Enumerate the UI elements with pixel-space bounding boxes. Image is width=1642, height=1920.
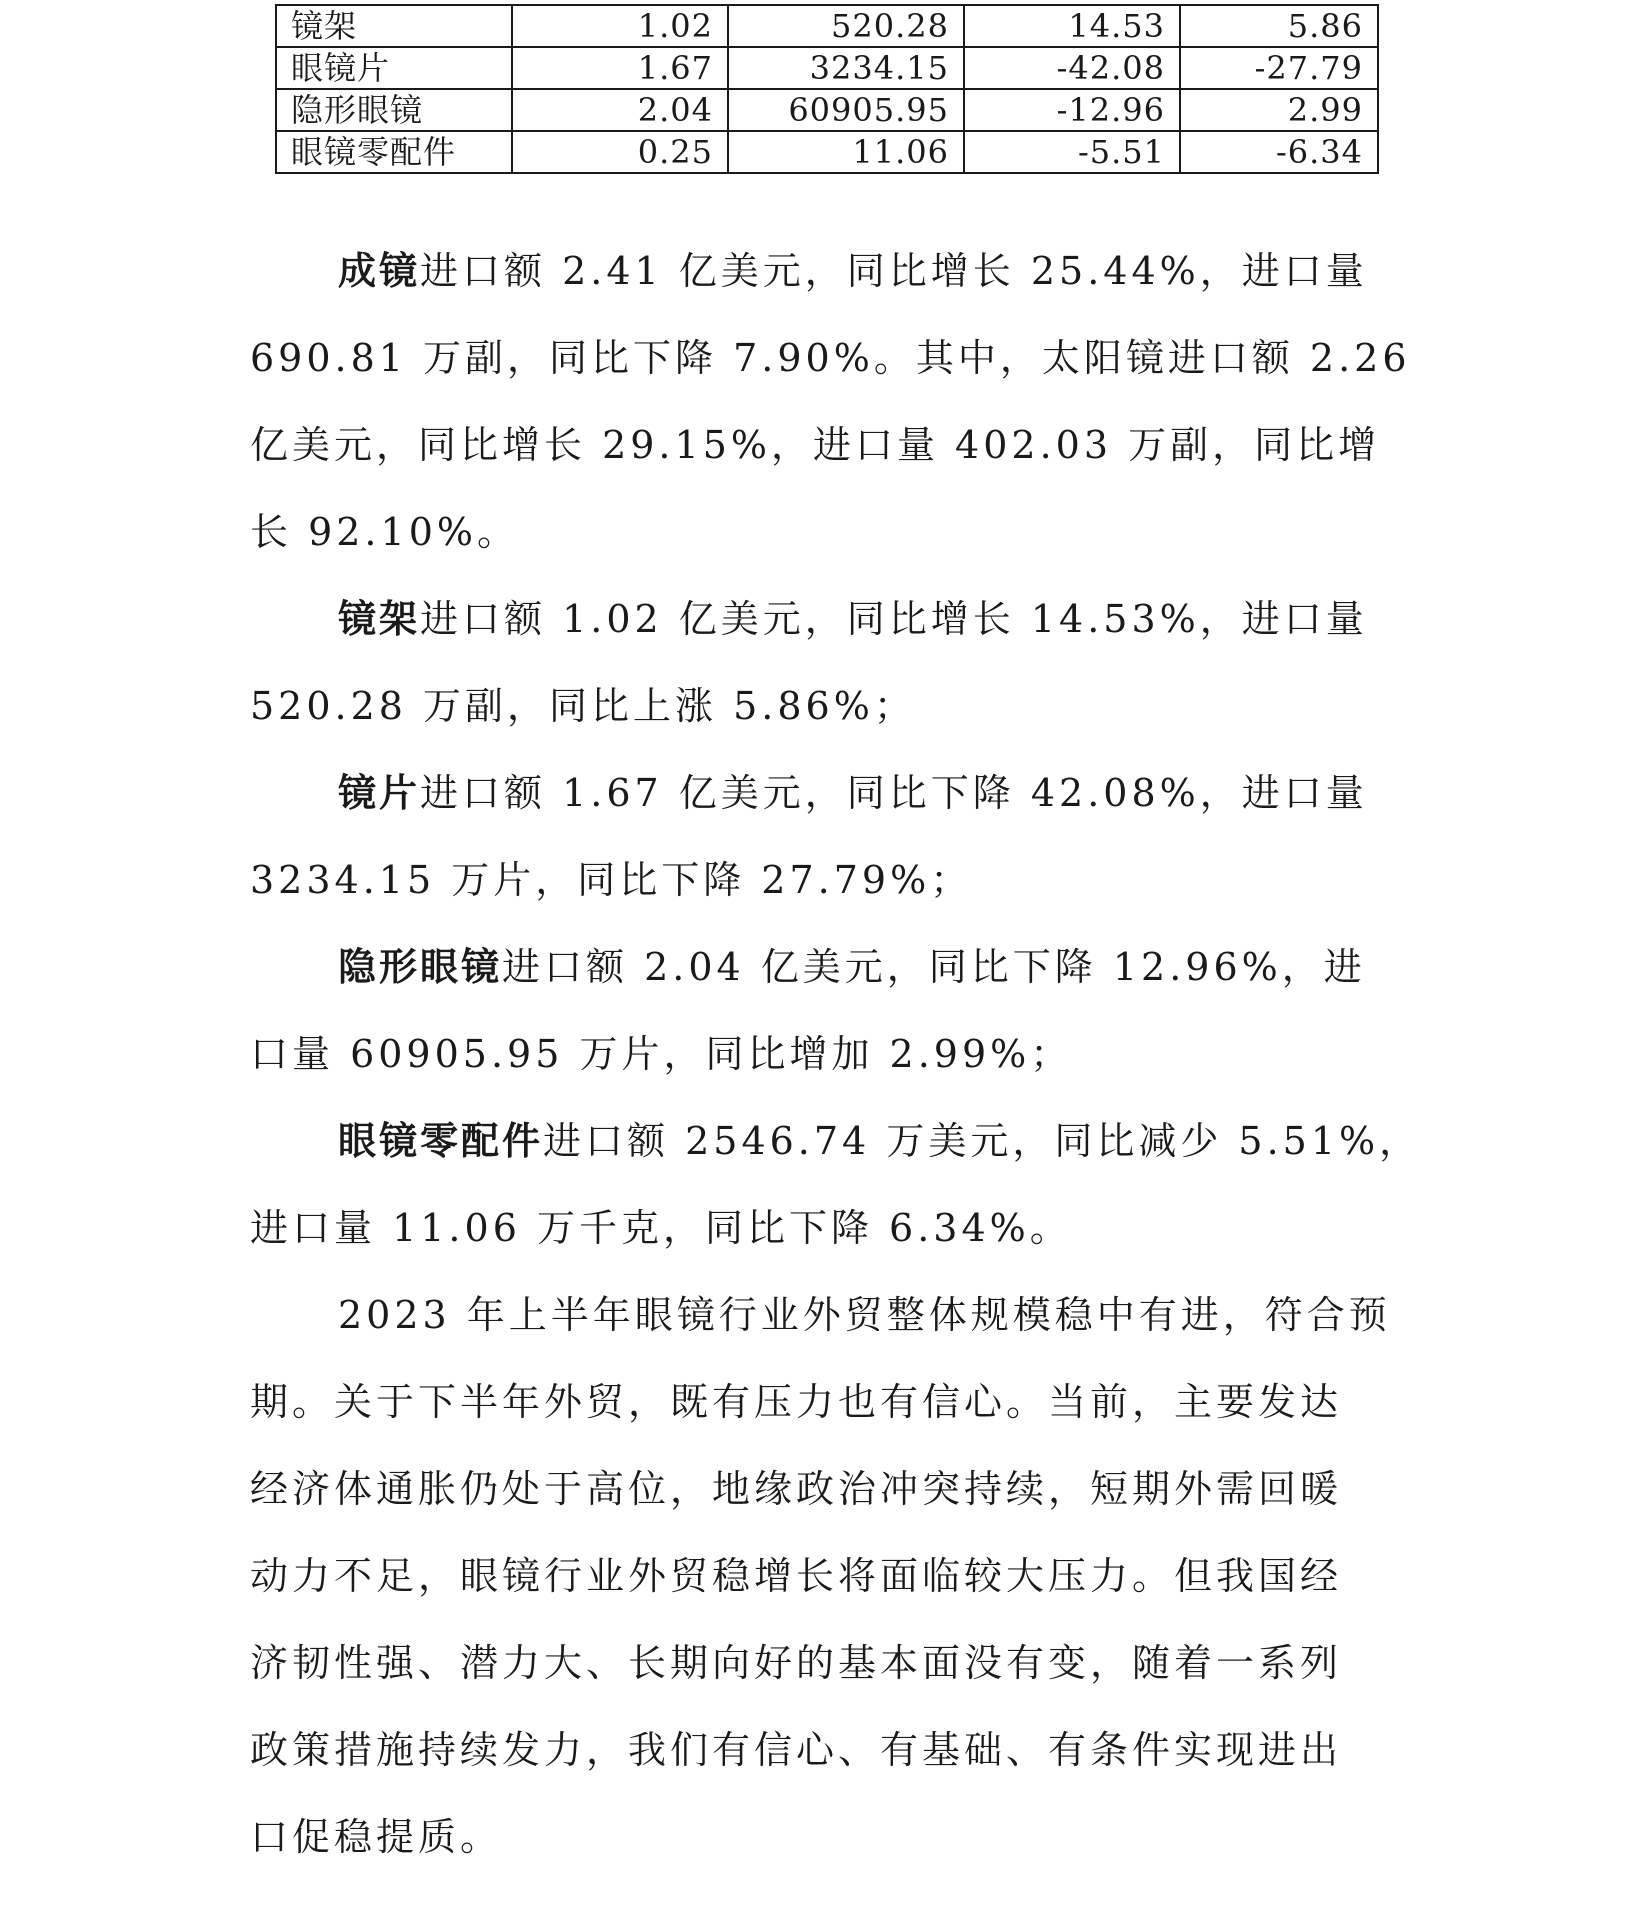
paragraph-summary <box>250 1272 1400 1881</box>
table-cell-name: 隐形眼镜 <box>276 89 512 131</box>
paragraph-line: 口促稳提质。 <box>250 1815 503 1859</box>
paragraph-lead-term: 成镜 <box>338 249 421 293</box>
paragraph-contact-lenses <box>250 924 1400 1098</box>
table-row <box>276 89 1378 131</box>
paragraph-line: 进口额 2546.74 万美元，同比减少 5.51%， <box>543 1119 1422 1163</box>
paragraph-accessories <box>250 1098 1422 1272</box>
paragraph-line: 进口额 1.67 亿美元，同比下降 42.08%，进口量 <box>420 771 1368 815</box>
paragraph-line: 期。关于下半年外贸，既有压力也有信心。当前，主要发达 <box>250 1380 1343 1424</box>
paragraph-line: 进口量 11.06 万千克，同比下降 6.34%。 <box>250 1206 1072 1250</box>
paragraph-frames <box>250 576 1400 750</box>
paragraph-line: 进口额 2.41 亿美元，同比增长 25.44%，进口量 <box>420 249 1368 293</box>
table-cell-name: 眼镜零配件 <box>276 131 512 173</box>
paragraph-lead-term: 隐形眼镜 <box>338 945 503 989</box>
table-cell: 2.04 <box>512 89 728 131</box>
table-cell: 14.53 <box>964 5 1180 47</box>
paragraph-line: 3234.15 万片，同比下降 27.79%； <box>250 858 973 902</box>
paragraph-finished-glasses <box>250 228 1411 576</box>
table-cell: 60905.95 <box>728 89 964 131</box>
table-cell: 1.67 <box>512 47 728 89</box>
table-cell: -5.51 <box>964 131 1180 173</box>
paragraph-line: 进口额 2.04 亿美元，同比下降 12.96%，进 <box>502 945 1366 989</box>
table-row <box>276 47 1378 89</box>
paragraph-line: 济韧性强、潜力大、长期向好的基本面没有变，随着一系列 <box>250 1641 1343 1685</box>
table-cell: 520.28 <box>728 5 964 47</box>
paragraph-line: 520.28 万副，同比上涨 5.86%； <box>250 684 916 728</box>
paragraph-lead-term: 镜架 <box>338 597 421 641</box>
table-cell-name: 镜架 <box>276 5 512 47</box>
table-row <box>276 5 1378 47</box>
table-row <box>276 131 1378 173</box>
paragraph-lead-term: 眼镜零配件 <box>338 1119 544 1163</box>
paragraph-line: 进口额 1.02 亿美元，同比增长 14.53%，进口量 <box>420 597 1368 641</box>
table-cell: 1.02 <box>512 5 728 47</box>
import-data-table <box>275 4 1379 174</box>
paragraph-lead-term: 镜片 <box>338 771 421 815</box>
paragraph-line: 政策措施持续发力，我们有信心、有基础、有条件实现进出 <box>250 1728 1343 1772</box>
paragraph-line: 口量 60905.95 万片，同比增加 2.99%； <box>250 1032 1073 1076</box>
paragraph-line: 2023 年上半年眼镜行业外贸整体规模稳中有进，符合预 <box>338 1293 1391 1337</box>
table-cell: 11.06 <box>728 131 964 173</box>
table-cell: -42.08 <box>964 47 1180 89</box>
table-cell: -6.34 <box>1180 131 1378 173</box>
table-cell-name: 眼镜片 <box>276 47 512 89</box>
paragraph-lenses <box>250 750 1400 924</box>
paragraph-line: 690.81 万副，同比下降 7.90%。其中，太阳镜进口额 2.26 <box>250 336 1411 380</box>
table-cell: -27.79 <box>1180 47 1378 89</box>
paragraph-line: 亿美元，同比增长 29.15%，进口量 402.03 万副，同比增 <box>250 423 1381 467</box>
table-cell: 3234.15 <box>728 47 964 89</box>
paragraph-line: 动力不足，眼镜行业外贸稳增长将面临较大压力。但我国经 <box>250 1554 1343 1598</box>
paragraph-line: 长 92.10%。 <box>250 510 519 554</box>
table-cell: 0.25 <box>512 131 728 173</box>
table-cell: 5.86 <box>1180 5 1378 47</box>
table-cell: -12.96 <box>964 89 1180 131</box>
paragraph-line: 经济体通胀仍处于高位，地缘政治冲突持续，短期外需回暖 <box>250 1467 1343 1511</box>
table-cell: 2.99 <box>1180 89 1378 131</box>
